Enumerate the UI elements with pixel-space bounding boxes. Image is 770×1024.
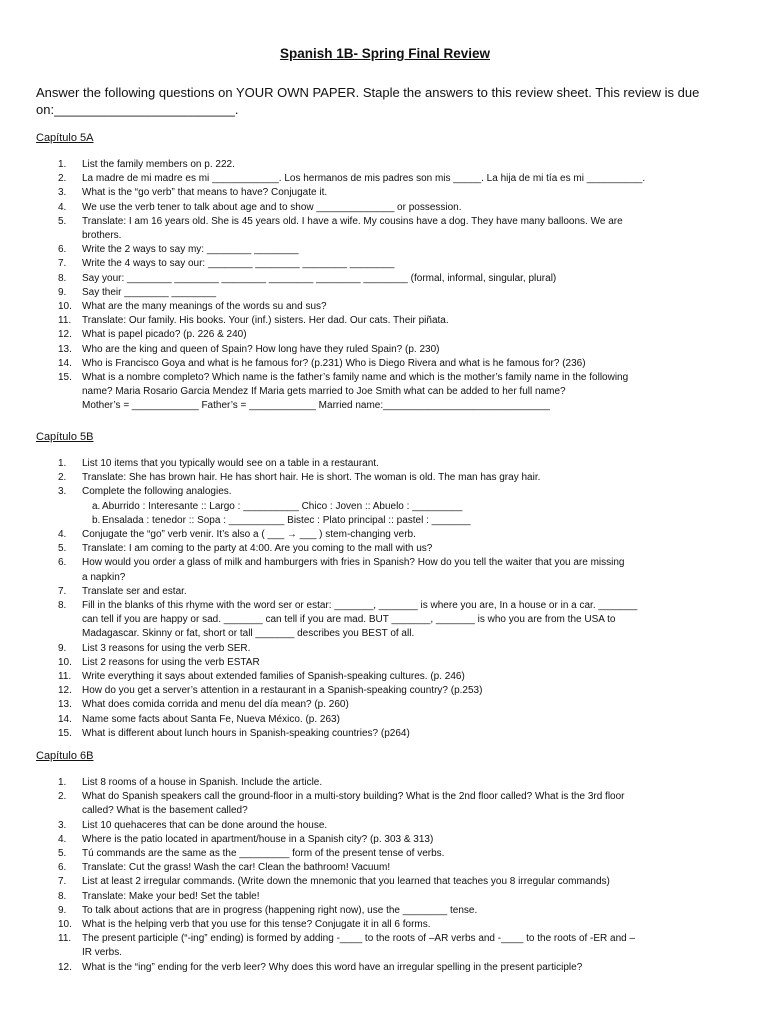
question-item [36, 585, 736, 599]
question-text: Aburrido : Interesante :: Largo : __________ Chico : Joven :: Abuelo : _________ [102, 500, 463, 512]
section-heading: Capítulo 6B [36, 750, 94, 762]
question-number: 7. [58, 585, 67, 597]
question-item [36, 542, 736, 556]
question-item [36, 847, 736, 861]
question-number: 13. [58, 343, 72, 355]
question-number: 6. [58, 557, 67, 569]
question-continuation [36, 613, 736, 627]
question-number: 12. [58, 685, 72, 697]
question-text: IR verbs. [82, 947, 123, 959]
question-item [36, 201, 736, 215]
question-list [36, 776, 736, 975]
question-number: 15. [58, 372, 72, 384]
question-number: b. [92, 514, 101, 526]
question-item [36, 790, 736, 804]
question-number: 10. [58, 656, 72, 668]
question-number: 5. [58, 848, 67, 860]
question-number: 12. [58, 961, 72, 973]
question-text: Write the 4 ways to say our: ________ ________ ________ ________ [82, 258, 395, 270]
question-item [36, 698, 736, 712]
question-item [36, 713, 736, 727]
question-item [36, 158, 736, 172]
question-number: 1. [58, 458, 67, 469]
question-item [36, 819, 736, 833]
question-item [36, 243, 736, 257]
question-item [36, 357, 736, 371]
question-continuation [36, 804, 736, 818]
question-text: What is the helping verb that you use for this tense? Conjugate it in all 6 forms. [82, 919, 431, 931]
question-text: can tell if you are happy or sad. _______ can tell if you are mad. BUT _______, _______ is who you are from the USA to [82, 614, 616, 626]
question-item [36, 642, 736, 656]
question-item [36, 656, 736, 670]
question-continuation [36, 627, 736, 641]
question-text: Mother’s = ____________ Father’s = ____________ Married name:______________________________ [82, 400, 550, 412]
question-text: How would you order a glass of milk and hamburgers with fries in Spanish? How do you tell the waiter that you are missing [82, 557, 625, 569]
question-number: 4. [58, 201, 67, 213]
question-number: 5. [58, 543, 67, 555]
section-capitulo-5a [36, 131, 736, 414]
question-number: 5. [58, 215, 67, 227]
question-number: 9. [58, 286, 67, 298]
question-item [36, 328, 736, 342]
question-text: What is different about lunch hours in Spanish-speaking countries? (p264) [82, 727, 410, 739]
question-text: List 2 reasons for using the verb ESTAR [82, 656, 260, 668]
question-text: a napkin? [82, 571, 126, 583]
question-number: a. [92, 500, 101, 512]
question-text: What is the “ing” ending for the verb leer? Why does this word have an irregular spelling in the present participle? [82, 961, 583, 973]
question-text: List the family members on p. 222. [82, 159, 235, 170]
question-item [36, 471, 736, 485]
question-item [36, 343, 736, 357]
question-item [36, 272, 736, 286]
section-capitulo-5b [36, 430, 736, 741]
question-text: Translate: I am 16 years old. She is 45 years old. I have a wife. My cousins have a dog. They have many balloons. We are [82, 215, 623, 227]
question-continuation [36, 571, 736, 585]
question-text: How do you get a server’s attention in a restaurant in a Spanish-speaking country? (p.253) [82, 685, 483, 697]
question-text: Write the 2 ways to say my: ________ ________ [82, 244, 299, 256]
question-text: The present participle (“-ing” ending) is formed by adding -____ to the roots of –AR verbs and -____ to the roots of -ER and – [82, 933, 636, 945]
question-number: 7. [58, 876, 67, 888]
question-list [36, 457, 736, 741]
question-number: 8. [58, 890, 67, 902]
question-text: What is the “go verb” that means to have? Conjugate it. [82, 187, 328, 199]
question-text: La madre de mi madre es mi ____________. Los hermanos de mis padres son mis _____. La hija de mi tía es mi __________. [82, 173, 646, 185]
question-text: What is papel picado? (p. 226 & 240) [82, 329, 247, 341]
question-text: Say their ________ ________ [82, 286, 217, 298]
section-heading: Capítulo 5B [36, 431, 94, 443]
question-text: Fill in the blanks of this rhyme with the word ser or estar: _______, _______ is where you are, In a house or in a car. _______ [82, 600, 638, 612]
section-heading: Capítulo 5A [36, 132, 94, 144]
question-number: 9. [58, 642, 67, 654]
question-number: 3. [58, 819, 67, 831]
question-text: Ensalada : tenedor :: Sopa : __________ Bistec : Plato principal :: pastel : _______ [102, 514, 471, 526]
question-number: 3. [58, 486, 67, 498]
question-text: Translate: She has brown hair. He has short hair. He is short. The woman is old. The man has gray hair. [82, 472, 541, 484]
question-number: 10. [58, 919, 72, 931]
question-number: 13. [58, 699, 72, 711]
question-item [36, 215, 736, 229]
question-item [36, 684, 736, 698]
instructions: Answer the following questions on YOUR OWN PAPER. Staple the answers to this review sheet. This review is due on:_________________________. [36, 85, 700, 117]
question-number: 11. [58, 671, 72, 683]
question-text: Complete the following analogies. [82, 486, 232, 498]
question-item [36, 286, 736, 300]
question-item [36, 556, 736, 570]
question-number: 6. [58, 244, 67, 256]
question-number: 14. [58, 357, 72, 369]
question-number: 3. [58, 187, 67, 199]
question-number: 7. [58, 258, 67, 270]
question-text: List 3 reasons for using the verb SER. [82, 642, 251, 654]
question-item [36, 599, 736, 613]
question-item [36, 500, 736, 514]
question-number: 8. [58, 272, 67, 284]
question-number: 8. [58, 600, 67, 612]
question-text: Write everything it says about extended families of Spanish-speaking cultures. (p. 246) [82, 671, 465, 683]
question-item [36, 932, 736, 946]
page-title: Spanish 1B- Spring Final Review [279, 46, 491, 61]
question-text: What do Spanish speakers call the ground-floor in a multi-story building? What is the 2nd floor called? What is the 3rd floor [82, 791, 625, 803]
question-item [36, 904, 736, 918]
question-number: 2. [58, 472, 67, 484]
question-item [36, 670, 736, 684]
question-text: List 8 rooms of a house in Spanish. Include the article. [82, 777, 323, 788]
question-number: 11. [58, 933, 72, 945]
question-continuation [36, 399, 736, 413]
question-item [36, 776, 736, 790]
question-number: 4. [58, 833, 67, 845]
question-item [36, 727, 736, 741]
question-text: To talk about actions that are in progress (happening right now), use the ________ tense. [82, 904, 478, 916]
question-continuation [36, 946, 736, 960]
question-item [36, 371, 736, 385]
question-text: Translate: Cut the grass! Wash the car! Clean the bathroom! Vacuum! [82, 862, 391, 874]
question-text: List 10 items that you typically would see on a table in a restaurant. [82, 458, 379, 469]
question-number: 6. [58, 862, 67, 874]
question-number: 11. [58, 315, 72, 327]
question-number: 2. [58, 791, 67, 803]
question-text: Say your: ________ ________ ________ ________ ________ ________ (formal, informal, singular, plural) [82, 272, 557, 284]
question-item [36, 875, 736, 889]
question-number: 1. [58, 159, 67, 170]
question-text: Conjugate the “go” verb venir. It’s also a ( ___ → ___ ) stem-changing verb. [82, 529, 416, 541]
question-number: 14. [58, 713, 72, 725]
question-item [36, 457, 736, 471]
question-text: What is a nombre completo? Which name is the father’s family name and which is the mother’s family name in the following [82, 372, 629, 384]
question-text: We use the verb tener to talk about age and to show ______________ or possession. [82, 201, 462, 213]
question-text: Tú commands are the same as the _________ form of the present tense of verbs. [82, 848, 445, 860]
question-text: What are the many meanings of the words su and sus? [82, 301, 327, 313]
question-text: What does comida corrida and menu del día mean? (p. 260) [82, 699, 349, 711]
question-continuation [36, 385, 736, 399]
question-item [36, 314, 736, 328]
question-number: 1. [58, 777, 67, 788]
question-text: Translate ser and estar. [82, 585, 187, 597]
question-text: name? Maria Rosario Garcia Mendez If Maria gets married to Joe Smith what can be added to her full name? [82, 386, 566, 398]
question-number: 15. [58, 727, 72, 739]
question-item [36, 890, 736, 904]
question-number: 10. [58, 301, 72, 313]
question-continuation [36, 229, 736, 243]
question-text: Who is Francisco Goya and what is he famous for? (p.231) Who is Diego Rivera and what is he famous for? (236) [82, 357, 586, 369]
question-text: brothers. [82, 230, 122, 242]
question-item [36, 528, 736, 542]
question-text: List at least 2 irregular commands. (Write down the mnemonic that you learned that teaches you 8 irregular commands) [82, 876, 610, 888]
question-number: 2. [58, 173, 67, 185]
question-text: Where is the patio located in apartment/house in a Spanish city? (p. 303 & 313) [82, 833, 434, 845]
question-item [36, 485, 736, 499]
question-item [36, 257, 736, 271]
question-item [36, 172, 736, 186]
question-item [36, 186, 736, 200]
question-item [36, 961, 736, 975]
question-text: Translate: I am coming to the party at 4:00. Are you coming to the mall with us? [82, 543, 433, 555]
question-text: Who are the king and queen of Spain? How long have they ruled Spain? (p. 230) [82, 343, 440, 355]
question-item [36, 918, 736, 932]
question-number: 9. [58, 904, 67, 916]
section-capitulo-6b [36, 749, 736, 975]
question-item [36, 861, 736, 875]
question-text: called? What is the basement called? [82, 805, 248, 817]
question-text: Name some facts about Santa Fe, Nueva México. (p. 263) [82, 713, 340, 725]
question-text: List 10 quehaceres that can be done around the house. [82, 819, 328, 831]
question-list [36, 158, 736, 414]
question-item [36, 514, 736, 528]
question-text: Translate: Our family. His books. Your (inf.) sisters. Her dad. Our cats. Their piñata. [82, 315, 449, 327]
question-item [36, 833, 736, 847]
question-text: Translate: Make your bed! Set the table! [82, 890, 260, 902]
question-text: Madagascar. Skinny or fat, short or tall _______ describes you BEST of all. [82, 628, 415, 640]
question-number: 4. [58, 529, 67, 541]
question-number: 12. [58, 329, 72, 341]
question-item [36, 300, 736, 314]
